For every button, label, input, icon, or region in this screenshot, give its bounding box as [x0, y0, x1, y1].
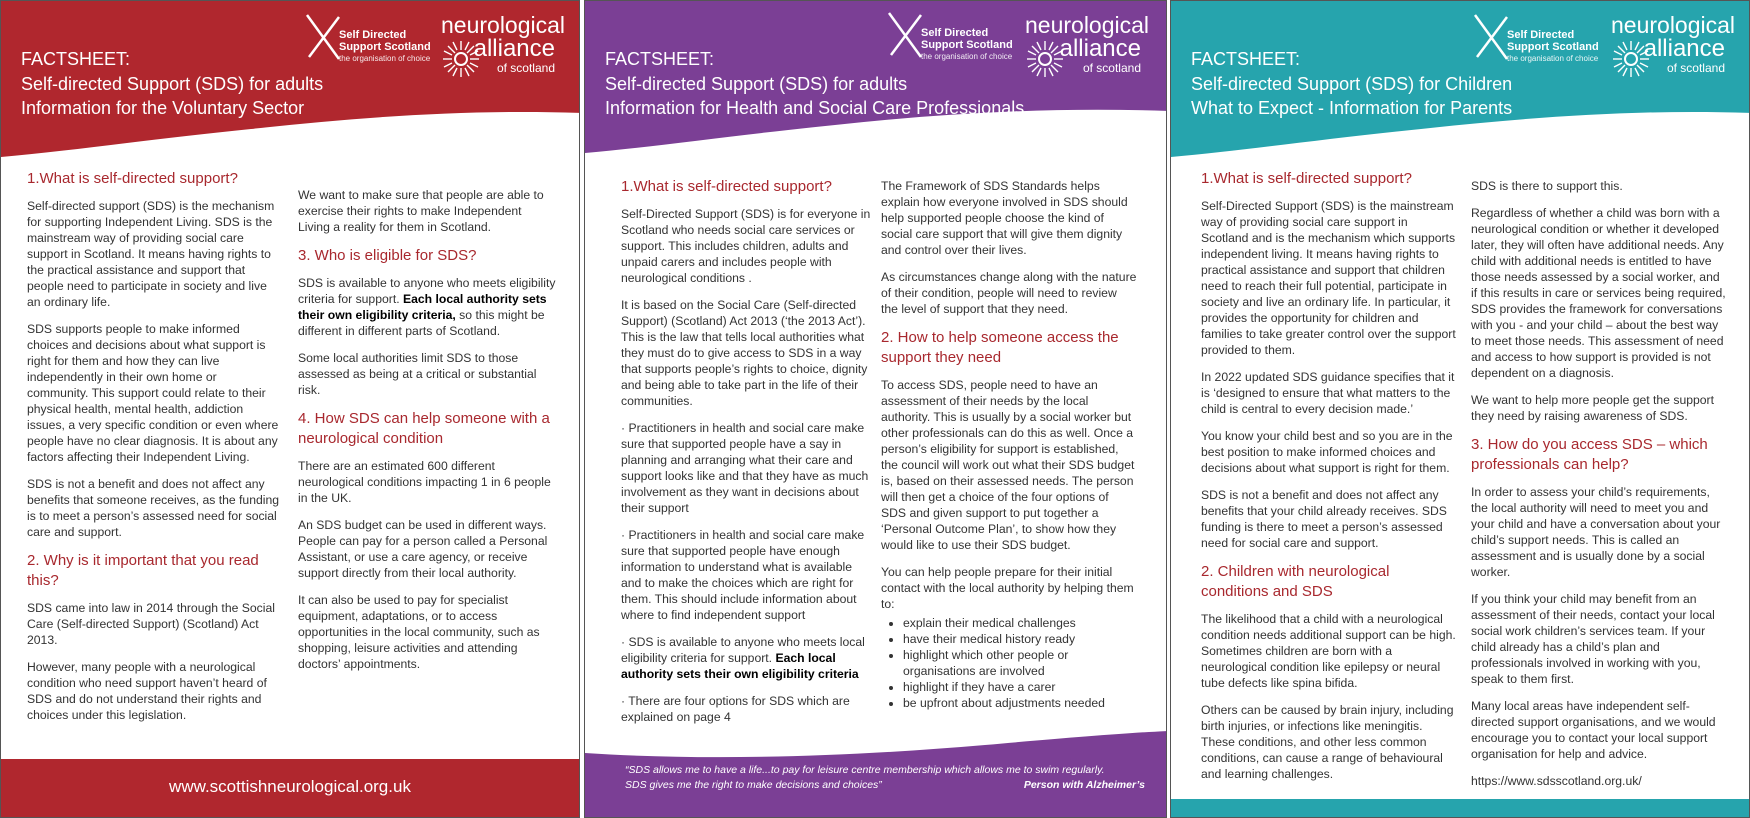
list-item: • be upfront about adjustments needed: [903, 695, 1137, 711]
list-item: • explain their medical challenges: [903, 615, 1137, 631]
quote-attribution: Person with Alzheimer’s: [1023, 779, 1145, 791]
sds-cross-icon: [883, 11, 925, 61]
title-line-3: Information for the Voluntary Sector: [21, 98, 305, 118]
title-line-3: Information for Health and Social Care Professionals: [605, 98, 1025, 118]
footer-url-banner: [1, 759, 579, 818]
footer-bar: [1171, 799, 1749, 818]
help-list: [881, 615, 1137, 711]
list-item: • highlight if they have a carer: [903, 679, 1137, 695]
website-link[interactable]: www.scottishneurological.org.uk: [169, 777, 411, 796]
neurological-alliance-logo: neurological alliance of scotland: [441, 13, 555, 75]
heading-children-neurological: 2. Children with neurological conditions and SDS: [1201, 563, 1390, 600]
heading-how-to-help: 2. How to help someone access the support they need: [881, 329, 1119, 366]
header-banner: [1171, 1, 1749, 161]
heading-how-access-sds: 3. How do you access SDS – which professionals can help?: [1471, 436, 1708, 473]
sds-cross-icon: [1469, 13, 1511, 63]
alliance-sunburst-icon: [441, 39, 481, 79]
factsheet-health-professionals: [584, 0, 1167, 818]
neurological-alliance-logo: neurological alliance of scotland: [1025, 13, 1141, 75]
column-right: SDS is there to support this. Regardless of whether a child was born with a neurological condition or whether it developed later, they will often have additional needs. Any child with additional needs is entitled to have those needs assessed by a social worker, and if this results in care or services being required, SDS provides the framework for conversations with you - and your child – about the best way to meet those needs. This assessment of need and access to how support is provided is not dependent on a diagnosis. We want to help more people get the support they need by raising awareness of SDS. 3. How do you access SDS – which professionals can help? In order to assess your child’s requirements, the local authority will need to meet you and your child and have a conversation about your child’s support needs. This is called an assessment and is usually done by a social worker. If you think your child may benefit from an assessment of their needs, contact your local social work children’s services team. If your child already has a child’s plan and professionals involved in working with you, speak to them first. Many local areas have independent self-directed support organisations, and we would encourage you to contact your local support organisation for help and advice. https://www.sdsscotland.org.uk/: [1471, 178, 1729, 800]
header-title: [1191, 47, 1512, 121]
column-right: We want to make sure that people are able to exercise their rights to make Independent Living a reality for them in Scotland. 3. Who is eligible for SDS? SDS is available to anyone who meets eligibility criteria for support. Each local authority sets their own eligibility criteria, so this might be different in different parts of Scotland. Some local authorities limit SDS to those assessed as being at a critical or substantial risk. 4. How SDS can help someone with a neurological condition There are an estimated 600 different neurological conditions impacting 1 in 6 people in the UK. An SDS budget can be used in different ways. People can pay for a person called a Personal Assistant, or use a care agency, or receive support directly from their local authority. It can also be used to pay for specialist equipment, adaptations, or to access opportunities in the local community, such as shopping, leisure activities and attending doctors’ appointments.: [298, 188, 556, 671]
header-banner: [585, 1, 1166, 161]
heading-what-is-sds: 1.What is self-directed support?: [1201, 170, 1412, 187]
sds-logo: Self Directed Support Scotland the organisation of choice: [339, 29, 431, 65]
sds-cross-icon: [301, 13, 343, 63]
sds-logo: Self Directed Support Scotland the organisation of choice: [921, 27, 1013, 63]
testimonial-quote: “SDS allows me to have a life...to pay for leisure centre membership which allows me to swim regularly. SDS gives me the right to make decisions and choices” Person with Alzheimer’s: [625, 764, 1145, 791]
heading-what-is-sds: 1.What is self-directed support?: [621, 178, 832, 195]
title-line-2: Self-directed Support (SDS) for Children: [1191, 73, 1513, 94]
column-left: 1.What is self-directed support? Self-Directed Support (SDS) is for everyone in Scotland who needs social care services or support. This includes children, adults and unpaid carers and includes people with neurological conditions . It is based on the Social Care (Self-directed Support) (Scotland) Act 2013 (‘the 2013 Act’). This is the law that tells local authorities what they must do to give access to SDS in a way that supports people’s rights to choice, dignity and being able to take part in the life of their communities. · Practitioners in health and social care make sure that supported people have a say in planning and arranging what their care and support looks like and that they have as much involvement as they want in decisions about their support · Practitioners in health and social care make sure that supported people have enough information to understand what is available and to make the choices which are right for them. This should include information about where to find independent support · SDS is available to anyone who meets local eligibility criteria for support. Each local authority sets their own eligibility criteria · There are four options for SDS which are explained on page 4: [621, 178, 871, 724]
title-line-2: Self-directed Support (SDS) for adults: [21, 73, 324, 94]
alliance-sunburst-icon: [1025, 39, 1065, 79]
column-right: The Framework of SDS Standards helps explain how everyone involved in SDS should help supported people choose the kind of social care support that will give them dignity and control over their lives. As circumstances change along with the nature of their condition, people will need to review the level of support that they need. 2. How to help someone access the support they need To access SDS, people need to have an assessment of their needs by the local authority. This is usually by a social worker but other professionals can do this as well. Once a person’s eligibility for support is established, the council will work out what their SDS budget is, based on their assessed needs. The person will then get a choice of the four options of SDS and given support to put together a ‘Personal Outcome Plan’, to show how they would like to use their SDS budget. You can help people prepare for their initial contact with the local authority by helping them to: • explain their medical challenges • have their medical history ready • highlight which other people or organisations are involved • highlight if they have a carer • be upfront about adjustments needed: [881, 178, 1137, 717]
heading-why-important: 2. Why is it important that you read this?: [27, 552, 259, 589]
column-left: 1.What is self-directed support? Self-directed support (SDS) is the mechanism for supporting Independent Living. SDS is the mainstream way of providing social care support in Scotland. It means having rights to the practical assistance and support that people need to participate in society and live an ordinary life. SDS supports people to make informed choices and decisions about what support is right for them and how they can live independently in their own home or community. This support could relate to their physical health, mental health, addiction issues, a very specific condition or even where people have no clear diagnosis. It is about any factors affecting their Independent Living. SDS is not a benefit and does not affect any benefits that someone receives, as the funding is to meet a person’s assessed need for social care and support. 2. Why is it important that you read this? SDS came into law in 2014 through the Social Care (Self-directed Support) (Scotland) Act 2013. However, many people with a neurological condition who need support haven’t heard of SDS and do not understand their rights and choices under this legislation.: [27, 170, 280, 722]
sds-scotland-link[interactable]: https://www.sdsscotland.org.uk/: [1471, 774, 1642, 788]
title-line-1: FACTSHEET:: [1191, 49, 1301, 69]
header-banner: [1, 1, 579, 161]
bullet-item: · SDS is available to anyone who meets local eligibility criteria for support. Each local authority sets their own eligibility criteria: [621, 635, 865, 681]
title-line-2: Self-directed Support (SDS) for adults: [605, 73, 908, 94]
factsheet-parents: [1170, 0, 1750, 818]
title-line-3: What to Expect - Information for Parents: [1191, 98, 1513, 118]
sds-logo: Self Directed Support Scotland the organisation of choice: [1507, 29, 1599, 65]
column-left: 1.What is self-directed support? Self-Directed Support (SDS) is the mainstream way of providing social care support in Scotland and is the mechanism which supports independent living. It means having rights to practical assistance and support that children need to reach their full potential, participate in society and live an ordinary life. In particular, it provides the opportunity for children and families to take greater control over the support provided to them. In 2022 updated SDS guidance specifies that it is ‘designed to ensure that what matters to the child is central to every decision made.’ You know your child best and so you are in the best position to make informed choices and decisions about what support is right for them. SDS is not a benefit and does not affect any benefits that your child already receives. SDS funding is there to meet a person’s assessed need for social care and support. 2. Children with neurological conditions and SDS The likelihood that a child with a neurological condition needs additional support can be high. Sometimes children are born with a neurological condition like epilepsy or neural tube defects like spina bifida. Others can be caused by brain injury, including birth injuries, or infections like meningitis. These conditions, and other less common conditions, can cause a range of behavioural and learning challenges.: [1201, 170, 1456, 781]
heading-who-eligible: 3. Who is eligible for SDS?: [298, 247, 477, 264]
neurological-alliance-logo: neurological alliance of scotland: [1611, 13, 1725, 75]
header-title: [21, 47, 323, 121]
alliance-sunburst-icon: [1611, 39, 1651, 79]
list-item: • highlight which other people or organisations are involved: [903, 647, 1137, 679]
bullet-item: · Practitioners in health and social care make sure that supported people have enough information to understand what is available and to make the choices which are right for them. This should include information about where to find independent support: [621, 528, 865, 622]
list-item: • have their medical history ready: [903, 631, 1137, 647]
heading-what-is-sds: 1.What is self-directed support?: [27, 170, 238, 187]
bullet-item: · Practitioners in health and social care make sure that supported people have a say in planning and arranging what their care and support looks like and that they have as much involvement as they want in decisions about their support: [621, 421, 869, 515]
title-line-1: FACTSHEET:: [21, 49, 131, 69]
title-line-1: FACTSHEET:: [605, 49, 715, 69]
factsheet-voluntary-sector: [0, 0, 580, 818]
heading-how-sds-helps: 4. How SDS can help someone with a neurological condition: [298, 410, 550, 447]
bullet-item: · There are four options for SDS which are explained on page 4: [621, 694, 850, 724]
